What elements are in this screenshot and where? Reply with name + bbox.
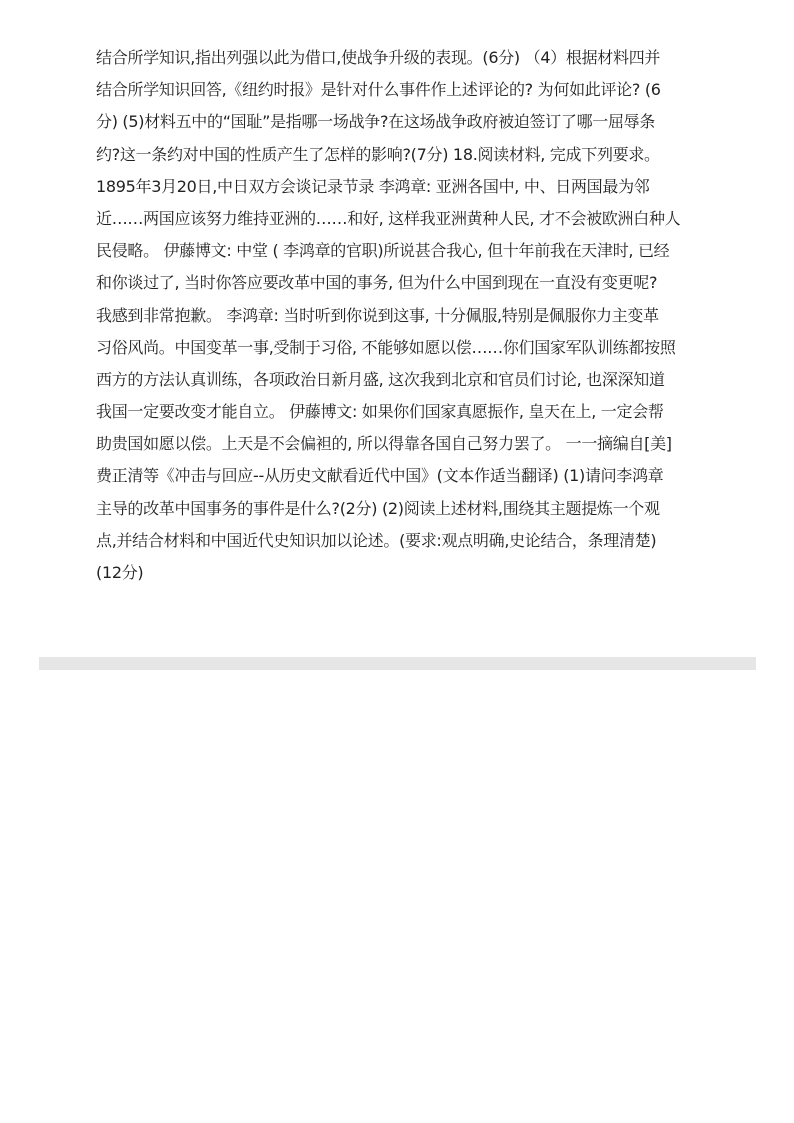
text-line: 分) (5)材料五中的“国耻”是指哪一场战争?在这场战争政府被迫签订了哪一屈辱条 [96, 112, 656, 132]
text-line: 主导的改革中国事务的事件是什么?(2分) (2)阅读上述材料,围绕其主题提炼一个观 [96, 498, 660, 518]
text-line: 习俗风尚。中国变革一事,受制于习俗, 不能够如愿以偿……你们国家军队训练都按照 [96, 337, 676, 357]
text-line: 和你谈过了, 当时你答应要改革中国的事务, 但为什么中国到现在一直没有变更呢? [96, 273, 658, 293]
text-line: 助贵国如愿以偿。上天是不会偏袒的, 所以得靠各国自己努力罢了。 一一摘编自[美] [96, 434, 672, 454]
text-line: 我感到非常抱歉。 李鸿章: 当时听到你说到这事, 十分佩服,特别是佩服你力主变革 [96, 305, 659, 325]
text-line: 西方的方法认真训练，各项政治日新月盛, 这次我到北京和官员们讨论, 也深深知道 [96, 369, 665, 389]
text-line: 1895年3月20日,中日双方会谈记录节录 李鸿章: 亚洲各国中, 中、日两国最为邻 [96, 176, 650, 196]
text-line: 结合所学知识回答,《纽约时报》是针对什么事件作上述评论的? 为何如此评论? (6 [96, 80, 661, 100]
text-line: 民侵略。 伊藤博文: 中堂 ( 李鸿章的官职)所说甚合我心, 但十年前我在天津时, 已经 [96, 241, 670, 261]
text-line: 费正清等《冲击与回应--从历史文献看近代中国》(文本作适当翻译) (1)请问李鸿章 [96, 466, 664, 486]
text-line: 近……两国应该努力维持亚洲的……和好, 这样我亚洲黄种人民, 才不会被欧洲白种人 [96, 208, 681, 228]
text-line: 结合所学知识,指出列强以此为借口,使战争升级的表现。(6分) （4）根据材料四并 [96, 48, 661, 67]
page-divider [39, 657, 756, 670]
document-body [96, 42, 702, 589]
text-line: 约?这一条约对中国的性质产生了怎样的影响?(7分) 18.阅读材料, 完成下列要求。 [96, 144, 660, 164]
text-line: 点,并结合材料和中国近代史知识加以论述。(要求:观点明确,史论结合，条理清楚) [96, 530, 657, 550]
text-line: (12分) [96, 563, 144, 582]
text-line: 我国一定要改变才能自立。 伊藤博文: 如果你们国家真愿振作, 皇天在上, 一定会帮 [96, 402, 664, 422]
